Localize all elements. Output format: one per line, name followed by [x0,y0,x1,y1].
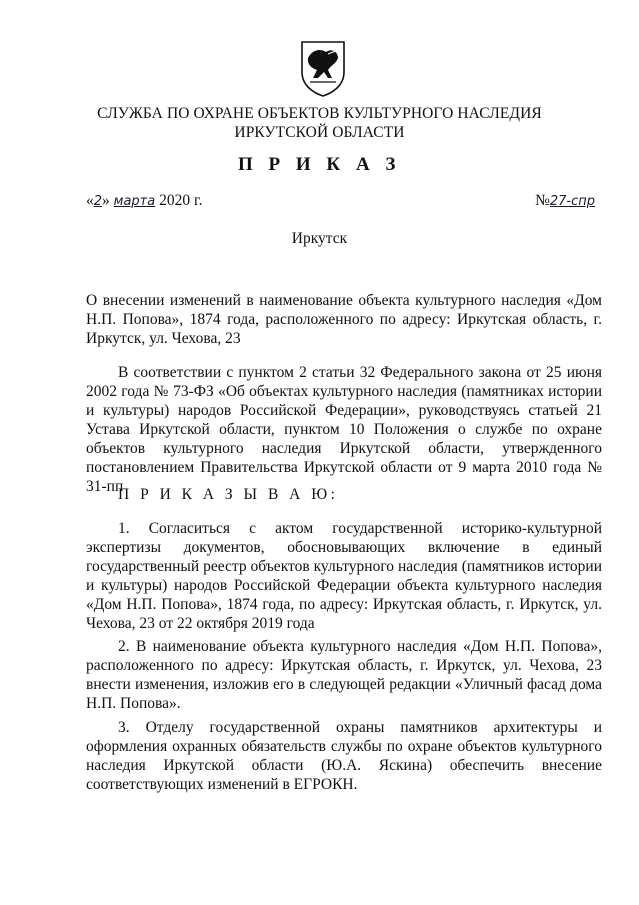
document-type: П Р И К А З [238,154,401,175]
date-day: 2 [93,194,103,209]
document-number [535,192,595,210]
date-year: 2020 г. [155,192,203,209]
coat-of-arms-icon [298,38,348,98]
item-2-paragraph: 2. В наименование объекта культурного наследия «Дом Н.П. Попова», расположенного по адресу: Иркутская область, г. Иркутск, ул. Чехова, 23 внести изменения, изложив его в следующей редакции «Уличный фасад дома Н.П. Попова». [86,638,602,712]
item-3-paragraph: 3. Отделу государственной охраны памятников архитектуры и оформления охранных обязательств службы по охране объектов культурного наследия Иркутской области (Ю.А. Яскина) обеспечить внесение соответствующих изменений в ЕГРОКН. [86,719,602,793]
order-word: П Р И К А З Ы В А Ю: [118,486,339,503]
item-1-paragraph: 1. Согласиться с актом государственной историко-культурной экспертизы документов, обосновывающих включение в единый государственный реестр объектов культурного наследия (памятников истории и культуры) народов Российской Федерации объекта культурного наследия «Дом Н.П. Попова», 1874 года, по адресу: Иркутская область, г. Иркутск, ул. Чехова, 23 от 22 октября 2019 года [86,520,602,632]
organization-name [60,104,579,142]
city: Иркутск [291,230,348,247]
preamble-paragraph: В соответствии с пунктом 2 статьи 32 Федерального закона от 25 июня 2002 года № 73-ФЗ «Об объектах культурного наследия (памятниках истории и культуры) народов Российской Федерации», руководствуясь статьей 21 Устава Иркутской области, пунктом 10 Положения о службе по охране объектов культурного наследия Иркутской области, утвержденного постановлением Правительства Иркутской области от 9 марта 2010 года № 31-пп [86,364,602,495]
date-open-quote: « [86,192,94,209]
subject-paragraph: О внесении изменений в наименование объекта культурного наследия «Дом Н.П. Попова», 1874 года, расположенного по адресу: Иркутская область, г. Иркутск, ул. Чехова, 23 [86,292,602,347]
organization-line-2: ИРКУТСКОЙ ОБЛАСТИ [234,124,405,141]
number-value: 27-спр [549,194,595,209]
number-prefix: № [535,192,550,209]
organization-line-1: СЛУЖБА ПО ОХРАНЕ ОБЪЕКТОВ КУЛЬТУРНОГО НАСЛЕДИЯ [97,105,542,122]
date-close-quote: » [102,192,114,209]
document-date [86,192,202,210]
date-month: марта [113,194,156,209]
